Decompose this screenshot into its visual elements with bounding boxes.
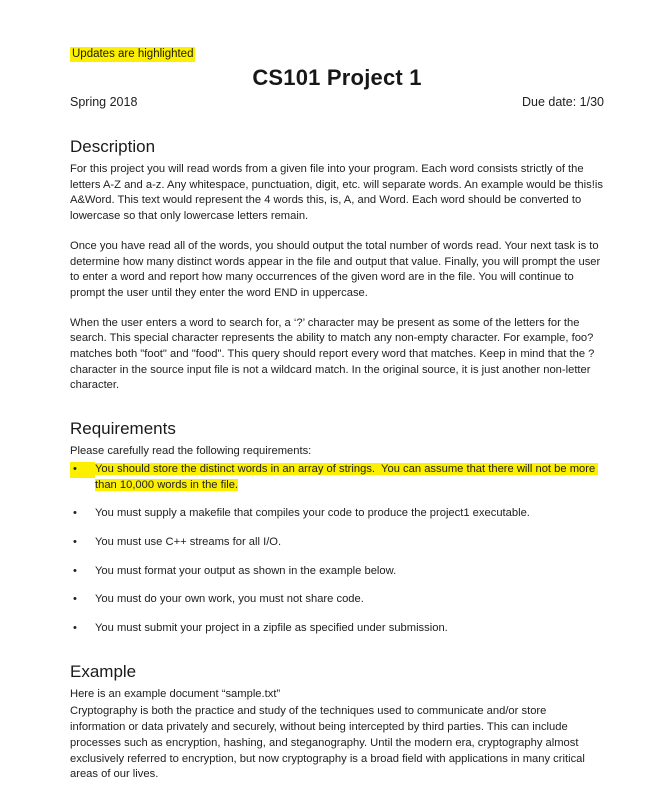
page-title: CS101 Project 1: [252, 65, 422, 90]
description-paragraph-3: When the user enters a word to search for, a ‘?’ character may be present as some of the letters for the search. This special character represents the ability to match any non-empty character. For example, foo? matches both "foot" and "food". This query should report every word that matches. Keep in mind that the ? character in the source input file is not a wildcard match. In the original source, it is just another non-letter character.: [70, 316, 595, 392]
example-sample-paragraph: Cryptography is both the practice and study of the techniques used to communicate and/or store information or data privately and securely, without being intercepted by third parties. This can include processes such as encryption, hashing, and steganography. Until the modern era, cryptography almost exclusively referred to encryption, but now cryptography is a broad field with applications in many critical areas of our lives.: [70, 705, 585, 781]
term-label: Spring 2018: [70, 95, 138, 109]
example-intro: Here is an example document “sample.txt”: [70, 687, 281, 700]
meta-row: [70, 94, 604, 110]
update-note-highlight: Updates are highlighted: [72, 48, 194, 60]
requirement-item: • You must submit your project in a zipfile as specified under submission.: [70, 621, 604, 637]
example-heading: Example: [70, 661, 137, 681]
description-heading: Description: [70, 137, 156, 156]
description-paragraph-2: Once you have read all of the words, you should output the total number of words read. Your next task is to determine how many distinct words appear in the file and output that value. Finally, you will prompt the user to enter a word and report how many occurrences of the given word are in the file. You will continue to prompt the user until they enter the word END in uppercase.: [70, 239, 601, 299]
requirement-item: • You must do your own work, you must not share code.: [70, 592, 604, 608]
requirement-item: • You must supply a makefile that compiles your code to produce the project1 executable.: [70, 506, 604, 522]
requirements-list: [70, 462, 604, 637]
requirements-heading: Requirements: [70, 419, 176, 439]
description-paragraph-1: For this project you will read words from a given file into your program. Each word consists strictly of the letters A-Z and a-z. Any whitespace, punctuation, digit, etc. will separate words. An example would be this!is A&Word. This text would represent the 4 words this, is, A, and Word. Each word should be converted to lowercase so that only lowercase letters remain.: [70, 163, 603, 223]
requirements-intro: Please carefully read the following requirements:: [70, 445, 312, 458]
requirement-item: • You must format your output as shown in the example below.: [70, 564, 604, 580]
due-date-label: Due date: 1/30: [521, 95, 604, 109]
highlighted-requirement-text: You should store the distinct words in an array of strings. You can assume that there will not be more than 10,000 words in the file.: [95, 462, 599, 491]
requirement-item-highlighted: [70, 462, 604, 493]
requirement-item: • You must use C++ streams for all I/O.: [70, 535, 604, 551]
